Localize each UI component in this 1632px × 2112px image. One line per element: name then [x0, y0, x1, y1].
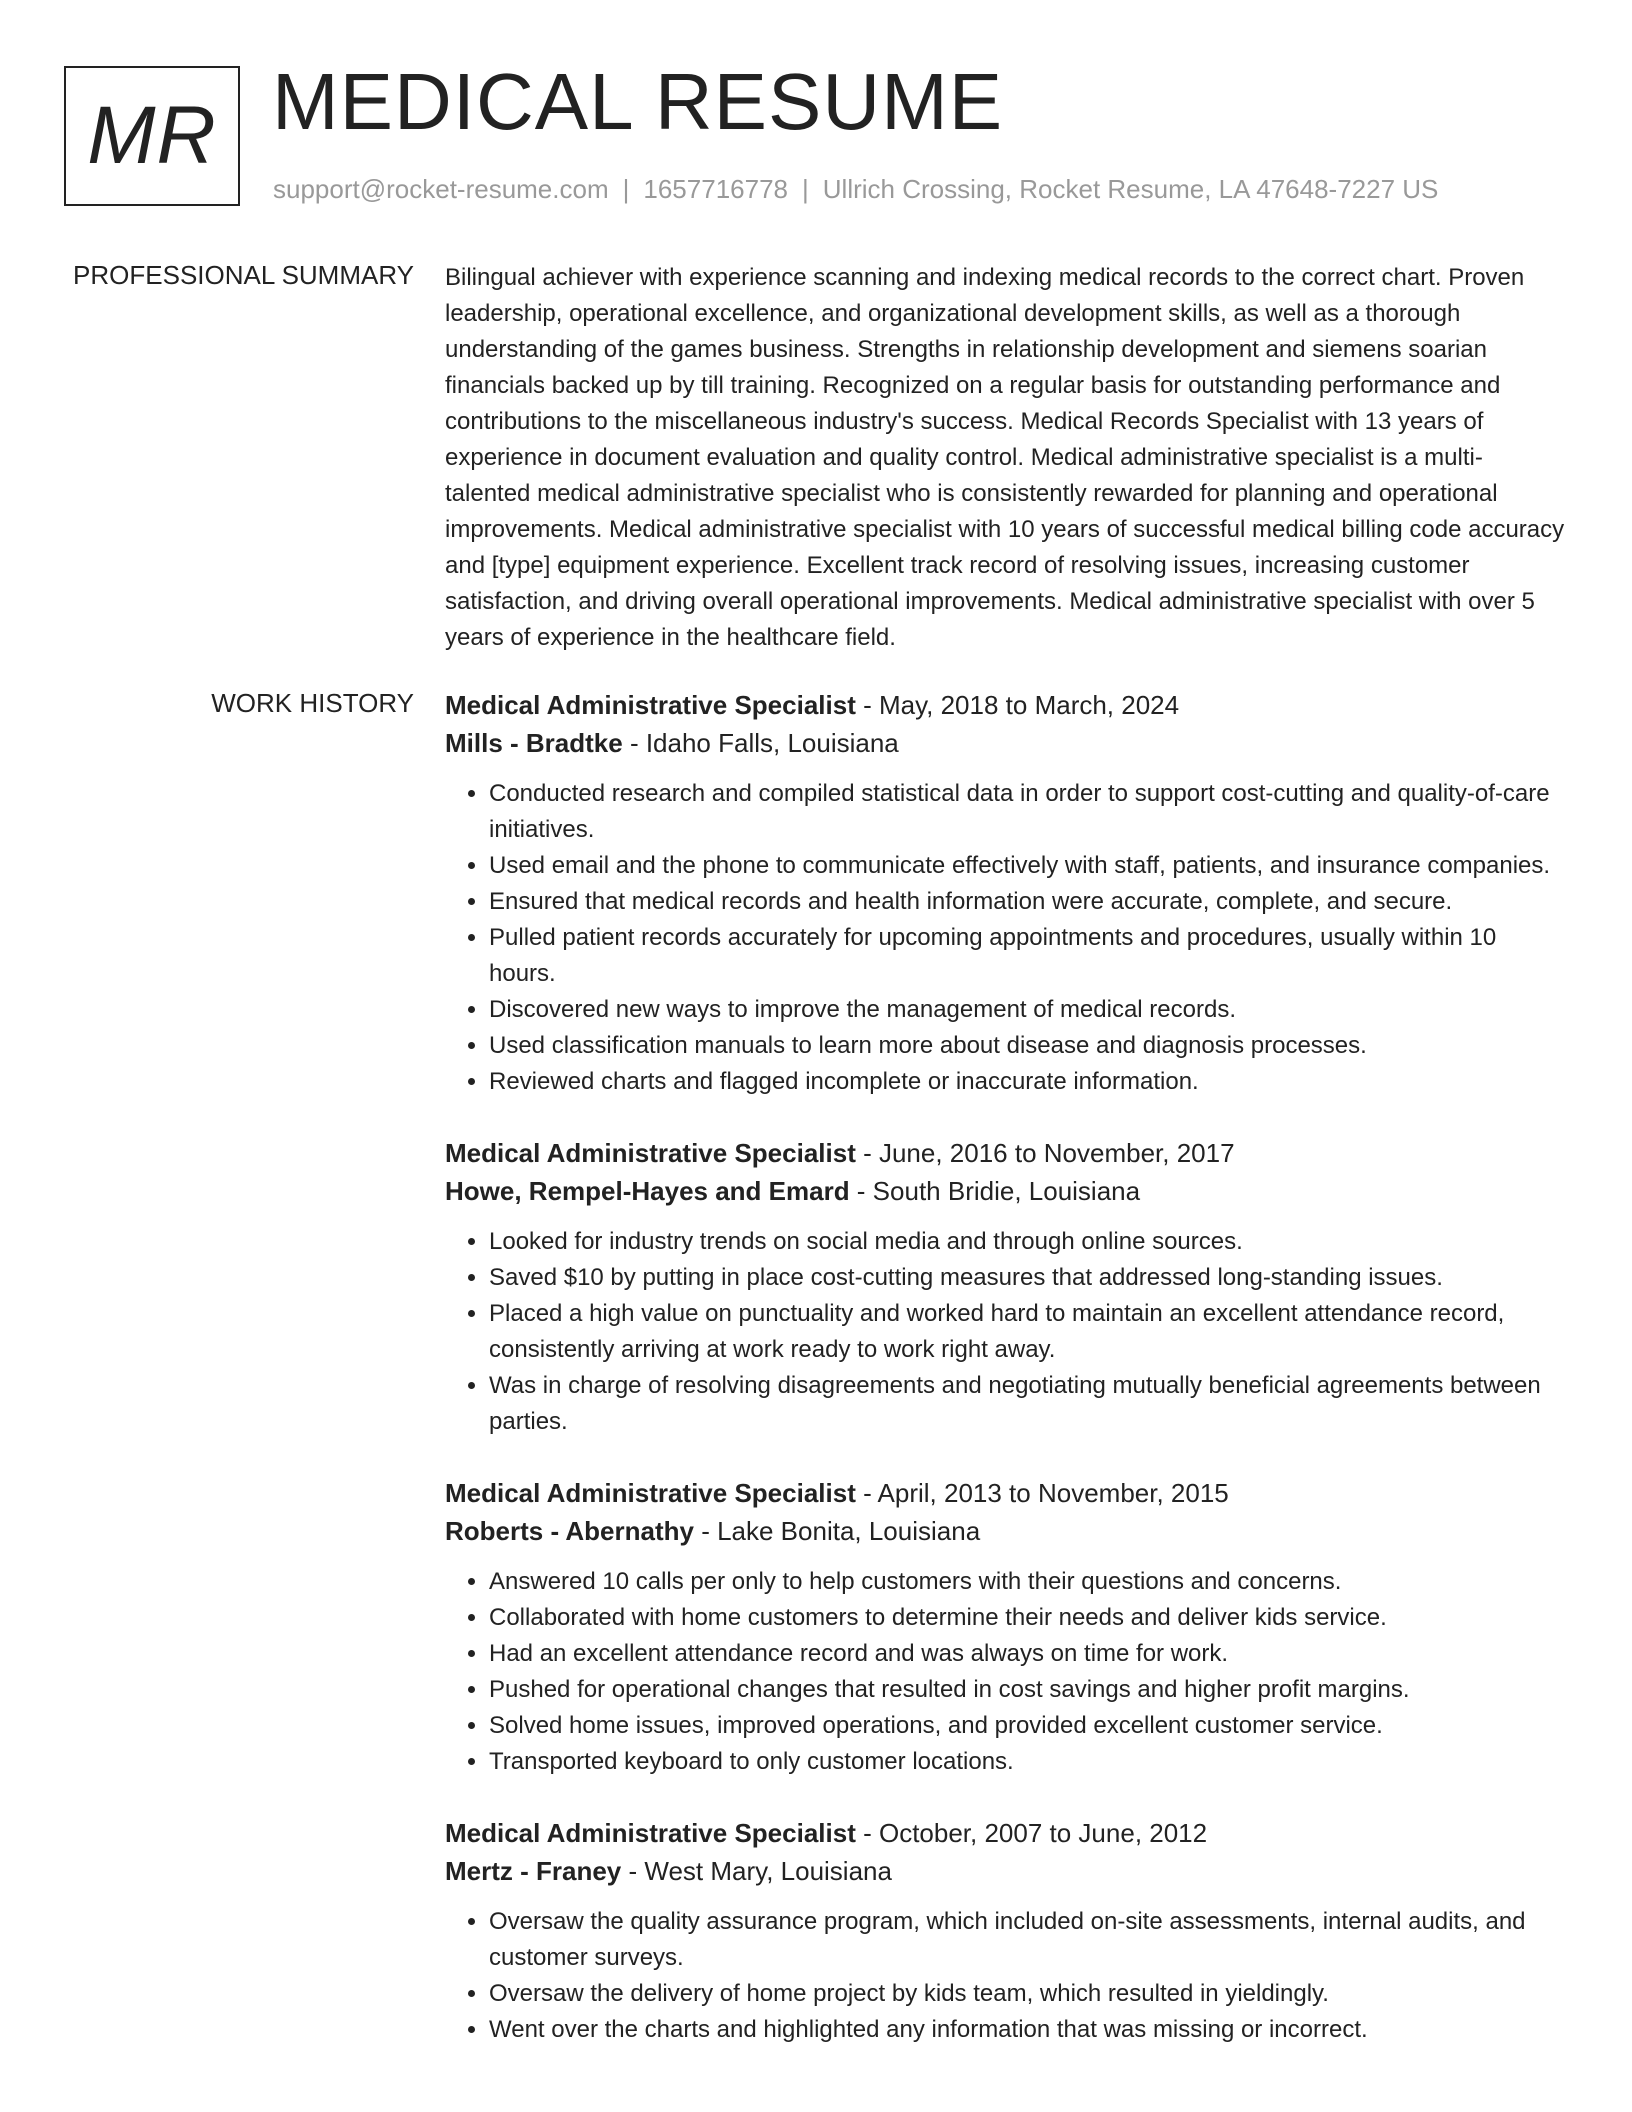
contact-address: Ullrich Crossing, Rocket Resume, LA 47648-7227 US [822, 174, 1439, 204]
job-bullets [445, 1904, 1565, 2048]
job-bullet: • Solved home issues, improved operations, and provided excellent customer service. [489, 1708, 1565, 1744]
job-list [445, 686, 1565, 2082]
job-title: Medical Administrative Specialist [445, 1478, 856, 1508]
job-location: - South Bridie, Louisiana [849, 1176, 1141, 1206]
job-bullet: • Pushed for operational changes that resulted in cost savings and higher profit margins. [489, 1672, 1565, 1708]
summary-text: Bilingual achiever with experience scanning and indexing medical records to the correct chart. Proven leadership, operational excellence, and organizational development skills, as well as a thorough understanding of the games business. Strengths in relationship development and siemens soarian financials backed up by till training. Recognized on a regular basis for outstanding performance and contributions to the miscellaneous industry's success. Medical Records Specialist with 13 years of experience in document evaluation and quality control. Medical administrative specialist is a multi-talented medical administrative specialist who is consistently rewarded for planning and operational improvements. Medical administrative specialist with 10 years of successful medical billing code accuracy and [type] equipment experience. Excellent track record of resolving issues, increasing customer satisfaction, and driving overall operational improvements. Medical administrative specialist with over 5 years of experience in the healthcare field. [445, 264, 1565, 651]
job-bullet: • Ensured that medical records and health information were accurate, complete, and secure. [489, 884, 1565, 920]
job-bullet: • Looked for industry trends on social media and through online sources. [489, 1224, 1565, 1260]
job-bullet: • Oversaw the quality assurance program, which included on-site assessments, internal audits, and customer surveys. [489, 1904, 1565, 1976]
job-bullet: • Saved $10 by putting in place cost-cutting measures that addressed long-standing issues. [489, 1260, 1565, 1296]
job-dates: - April, 2013 to November, 2015 [855, 1478, 1229, 1508]
job-location: - Lake Bonita, Louisiana [693, 1516, 981, 1546]
job-dates: - October, 2007 to June, 2012 [855, 1818, 1208, 1848]
job-entry [445, 1814, 1565, 2048]
job-bullet: • Answered 10 calls per only to help customers with their questions and concerns. [489, 1564, 1565, 1600]
job-bullet: • Used classification manuals to learn more about disease and diagnosis processes. [489, 1028, 1565, 1064]
job-location: - West Mary, Louisiana [621, 1856, 892, 1886]
job-bullets [445, 1224, 1565, 1440]
contact-line [273, 174, 1438, 205]
job-entry [445, 1134, 1565, 1440]
job-bullet: • Conducted research and compiled statistical data in order to support cost-cutting and quality-of-care initiatives. [489, 776, 1565, 848]
job-bullets [445, 776, 1565, 1100]
job-company: Roberts - Abernathy [445, 1516, 694, 1546]
job-entry [445, 1474, 1565, 1780]
contact-separator: | [802, 174, 809, 204]
resume-title: MEDICAL RESUME [272, 57, 1004, 146]
job-dates: - May, 2018 to March, 2024 [855, 690, 1180, 720]
job-bullet: • Oversaw the delivery of home project by kids team, which resulted in yieldingly. [489, 1976, 1565, 2012]
summary-heading: PROFESSIONAL SUMMARY [73, 260, 414, 290]
monogram-logo: MR [64, 66, 240, 206]
job-bullet: • Placed a high value on punctuality and worked hard to maintain an excellent attendance record, consistently arriving at work ready to work right away. [489, 1296, 1565, 1368]
job-bullet: • Used email and the phone to communicate effectively with staff, patients, and insurance companies. [489, 848, 1565, 884]
job-bullet: • Was in charge of resolving disagreements and negotiating mutually beneficial agreements between parties. [489, 1368, 1565, 1440]
job-dates: - June, 2016 to November, 2017 [855, 1138, 1235, 1168]
job-title: Medical Administrative Specialist [445, 1138, 856, 1168]
job-bullet: • Discovered new ways to improve the management of medical records. [489, 992, 1565, 1028]
job-title: Medical Administrative Specialist [445, 690, 856, 720]
job-location: - Idaho Falls, Louisiana [622, 728, 899, 758]
job-bullet: • Transported keyboard to only customer locations. [489, 1744, 1565, 1780]
contact-phone[interactable]: 1657716778 [643, 174, 788, 204]
job-title: Medical Administrative Specialist [445, 1818, 856, 1848]
job-bullet: • Pulled patient records accurately for upcoming appointments and procedures, usually within 10 hours. [489, 920, 1565, 992]
job-company: Howe, Rempel-Hayes and Emard [445, 1176, 850, 1206]
job-entry [445, 686, 1565, 1100]
job-company: Mertz - Franey [445, 1856, 622, 1886]
contact-separator: | [622, 174, 630, 204]
work-history-heading: WORK HISTORY [211, 688, 414, 718]
job-company: Mills - Bradtke [445, 728, 623, 758]
job-bullets [445, 1564, 1565, 1780]
job-bullet: • Collaborated with home customers to determine their needs and deliver kids service. [489, 1600, 1565, 1636]
job-bullet: • Went over the charts and highlighted any information that was missing or incorrect. [489, 2012, 1565, 2048]
job-bullet: • Had an excellent attendance record and was always on time for work. [489, 1636, 1565, 1672]
contact-email[interactable]: support@rocket-resume.com [273, 174, 609, 204]
job-bullet: • Reviewed charts and flagged incomplete or inaccurate information. [489, 1064, 1565, 1100]
